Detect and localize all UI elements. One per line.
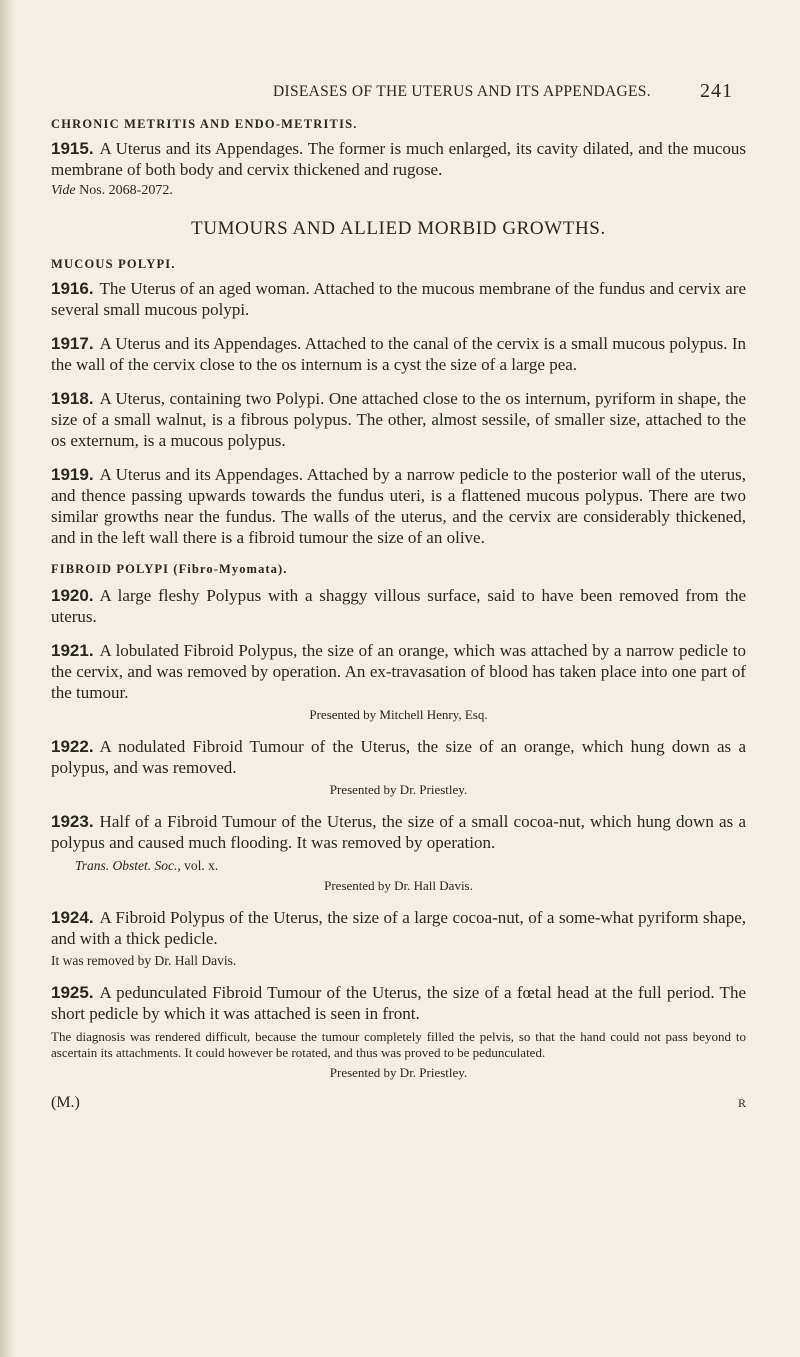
cross-reference	[51, 183, 746, 199]
running-title: DISEASES OF THE UTERUS AND ITS APPENDAGES.	[273, 83, 651, 100]
entry-1917	[51, 333, 746, 375]
entry-1923	[51, 811, 746, 894]
entry-text	[51, 464, 746, 548]
signature-mark-left: (M.)	[51, 1094, 80, 1111]
journal-title: Trans. Obstet. Soc.,	[75, 858, 181, 873]
page-binding-shadow	[0, 0, 16, 1357]
entry-number: 1923.	[51, 812, 94, 831]
entry-1921	[51, 640, 746, 723]
presented-by: Presented by Dr. Priestley.	[329, 1065, 468, 1080]
entry-number: 1918.	[51, 389, 94, 408]
entry-text	[51, 138, 746, 180]
diagnosis-note: The diagnosis was rendered difficult, because the tumour completely filled the pelvis, so that the hand could not pass beyond to ascertain its attachments. It could however be rotated, and thus was proved to be pedunculated.	[51, 1029, 746, 1060]
vide-numbers: Nos. 2068-2072.	[79, 183, 173, 198]
entry-text	[51, 278, 746, 320]
signature-line	[51, 1094, 746, 1114]
entry-text	[51, 333, 746, 375]
entry-1925	[51, 982, 746, 1081]
entry-text	[51, 585, 746, 627]
section-heading-mucous-polypi: MUCOUS POLYPI.	[51, 257, 176, 271]
major-heading: TUMOURS AND ALLIED MORBID GROWTHS.	[191, 218, 606, 239]
entry-text	[51, 640, 746, 703]
entry-text	[51, 811, 746, 853]
entry-description: A Fibroid Polypus of the Uterus, the size of a large cocoa-nut, of a some-what pyriform shape, and with a thick pedicle.	[51, 908, 746, 948]
journal-reference	[75, 858, 746, 874]
entry-description: A Uterus and its Appendages. Attached to the canal of the cervix is a small mucous polypus. In the wall of the cervix close to the os internum is a cyst the size of a large pea.	[51, 334, 746, 374]
entry-1922	[51, 736, 746, 798]
journal-volume: vol. x.	[184, 858, 219, 873]
section-heading-fibroid-polypi: FIBROID POLYPI (Fibro-Myomata).	[51, 562, 288, 576]
entry-description: A Uterus and its Appendages. The former is much enlarged, its cavity dilated, and the mucous membrane of both body and cervix thickened and rugose.	[51, 139, 746, 179]
entry-number: 1925.	[51, 983, 94, 1002]
entry-description: A Uterus, containing two Polypi. One attached close to the os internum, pyriform in shape, the size of a small walnut, is a fibrous polypus. The other, almost sessile, of smaller size, attached to the os externum, is a mucous polypus.	[51, 389, 746, 450]
section-heading-chronic-metritis: CHRONIC METRITIS AND ENDO-METRITIS.	[51, 117, 358, 131]
entry-1920	[51, 585, 746, 627]
page-content	[51, 117, 746, 1114]
entry-1924	[51, 907, 746, 969]
entry-text	[51, 388, 746, 451]
entry-number: 1919.	[51, 465, 94, 484]
entry-description: The Uterus of an aged woman. Attached to the mucous membrane of the fundus and cervix are several small mucous polypi.	[51, 279, 746, 319]
entry-text	[51, 907, 746, 949]
entry-description: A lobulated Fibroid Polypus, the size of an orange, which was attached by a narrow pedicle to the cervix, and was removed by operation. An ex-travasation of blood has taken place into one part of the tumour.	[51, 641, 746, 702]
entry-description: A Uterus and its Appendages. Attached by a narrow pedicle to the posterior wall of the uterus, and thence passing upwards towards the fundus uteri, is a flattened mucous polypus. There are two similar growths near the fundus. The walls of the uterus, and the cervix are considerably thickened, and in the left wall there is a fibroid tumour the size of an olive.	[51, 465, 746, 547]
entry-1916	[51, 278, 746, 320]
presented-by: Presented by Dr. Priestley.	[329, 782, 468, 797]
entry-description: A nodulated Fibroid Tumour of the Uterus, the size of an orange, which hung down as a polypus, and was removed.	[51, 737, 746, 777]
entry-number: 1916.	[51, 279, 94, 298]
entry-text	[51, 982, 746, 1024]
entry-description: Half of a Fibroid Tumour of the Uterus, the size of a small cocoa-nut, which hung down as a polypus and caused much flooding. It was removed by operation.	[51, 812, 746, 852]
signature-mark-right: R	[737, 1096, 746, 1110]
entry-number: 1915.	[51, 139, 94, 158]
entry-description: A large fleshy Polypus with a shaggy villous surface, said to have been removed from the uterus.	[51, 586, 746, 626]
entry-number: 1924.	[51, 908, 94, 927]
entry-number: 1917.	[51, 334, 94, 353]
entry-1918	[51, 388, 746, 451]
entry-1919	[51, 464, 746, 548]
removal-note: It was removed by Dr. Hall Davis.	[51, 953, 237, 968]
entry-1915	[51, 138, 746, 199]
presented-by: Presented by Dr. Hall Davis.	[324, 878, 473, 893]
vide-label: Vide	[51, 183, 76, 198]
presented-by: Presented by Mitchell Henry, Esq.	[309, 707, 488, 722]
entry-number: 1922.	[51, 737, 94, 756]
page-number: 241	[700, 80, 733, 102]
entry-description: A pedunculated Fibroid Tumour of the Uterus, the size of a fœtal head at the full period. The short pedicle by which it was attached is seen in front.	[51, 983, 746, 1023]
entry-text	[51, 736, 746, 778]
entry-number: 1921.	[51, 641, 94, 660]
entry-number: 1920.	[51, 586, 94, 605]
